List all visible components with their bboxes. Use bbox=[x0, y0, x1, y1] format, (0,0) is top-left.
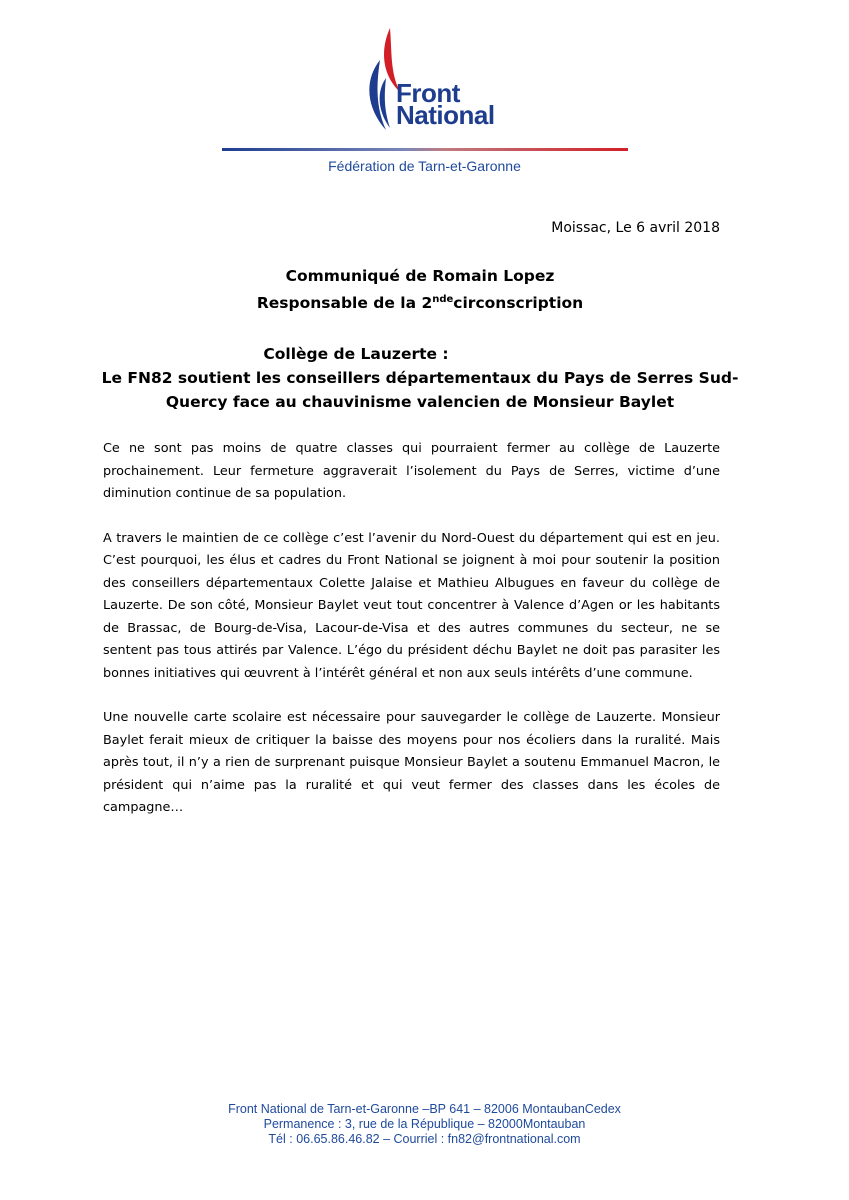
subject-line-2: Le FN82 soutient les conseillers départementaux du Pays de Serres Sud-Quercy face au chauvinisme valencien de Monsieur Baylet bbox=[101, 369, 739, 411]
footer-phone-email: Tél : 06.65.86.46.82 – Courriel : fn82@frontnational.com bbox=[268, 1132, 581, 1146]
title-line-2a: Responsable de la 2 bbox=[256, 294, 433, 313]
footer-contact bbox=[0, 1102, 849, 1147]
footer-address: Front National de Tarn-et-Garonne –BP 641 – 82006 MontaubanCedex bbox=[228, 1102, 621, 1116]
paragraph-3: Une nouvelle carte scolaire est nécessaire pour sauvegarder le collège de Lauzerte. Monsieur Baylet ferait mieux de critiquer la baisse des moyens pour nos écoliers dans la ruralité. Mais après tout, il n’y a rien de surprenant puisque Monsieur Baylet a soutenu Emmanuel Macron, le président qui n’aime pas la ruralité et qui veut fermer des classes dans les écoles de campagne… bbox=[103, 710, 720, 815]
document-date: Moissac, Le 6 avril 2018 bbox=[551, 220, 720, 236]
title-line-2 bbox=[0, 288, 840, 315]
logo-line-1: Front bbox=[396, 78, 460, 108]
subject-line-1: Collège de Lauzerte : bbox=[263, 345, 449, 363]
communique-title bbox=[0, 264, 840, 315]
logo-wordmark bbox=[396, 78, 495, 130]
title-line-1: Communiqué de Romain Lopez bbox=[285, 267, 555, 285]
title-line-2b: circonscription bbox=[453, 294, 584, 313]
paragraph-2: A travers le maintien de ce collège c’est l’avenir du Nord-Ouest du département qui est en jeu. C’est pourquoi, les élus et cadres du Front National se joignent à moi pour soutenir la position des conseillers départementaux Colette Jalaise et Mathieu Albugues en faveur du collège de Lauzerte. De son côté, Monsieur Baylet veut tout concentrer à Valence d’Agen or les habitants de Brassac, de Bourg-de-Visa, Lacour-de-Visa et des autres communes du secteur, ne se sentent pas tous attirés par Valence. L’égo du président déchu Baylet ne doit pas parasiter les bonnes initiatives qui œuvrent à l’intérêt général et non aux seuls intérêts d’une commune. bbox=[103, 530, 720, 681]
body-text bbox=[103, 438, 720, 842]
paragraph-1: Ce ne sont pas moins de quatre classes qui pourraient fermer au collège de Lauzerte prochainement. Leur fermeture aggraverait l’isolement du Pays de Serres, victime d’une diminution continue de sa population. bbox=[103, 441, 720, 501]
subject-heading bbox=[100, 342, 740, 414]
tricolor-divider bbox=[222, 148, 628, 151]
title-superscript: nde bbox=[432, 294, 454, 305]
footer-office: Permanence : 3, rue de la République – 82000Montauban bbox=[263, 1117, 586, 1131]
federation-name: Fédération de Tarn-et-Garonne bbox=[328, 158, 521, 174]
front-national-logo bbox=[360, 20, 495, 135]
logo-line-2: National bbox=[396, 100, 495, 130]
